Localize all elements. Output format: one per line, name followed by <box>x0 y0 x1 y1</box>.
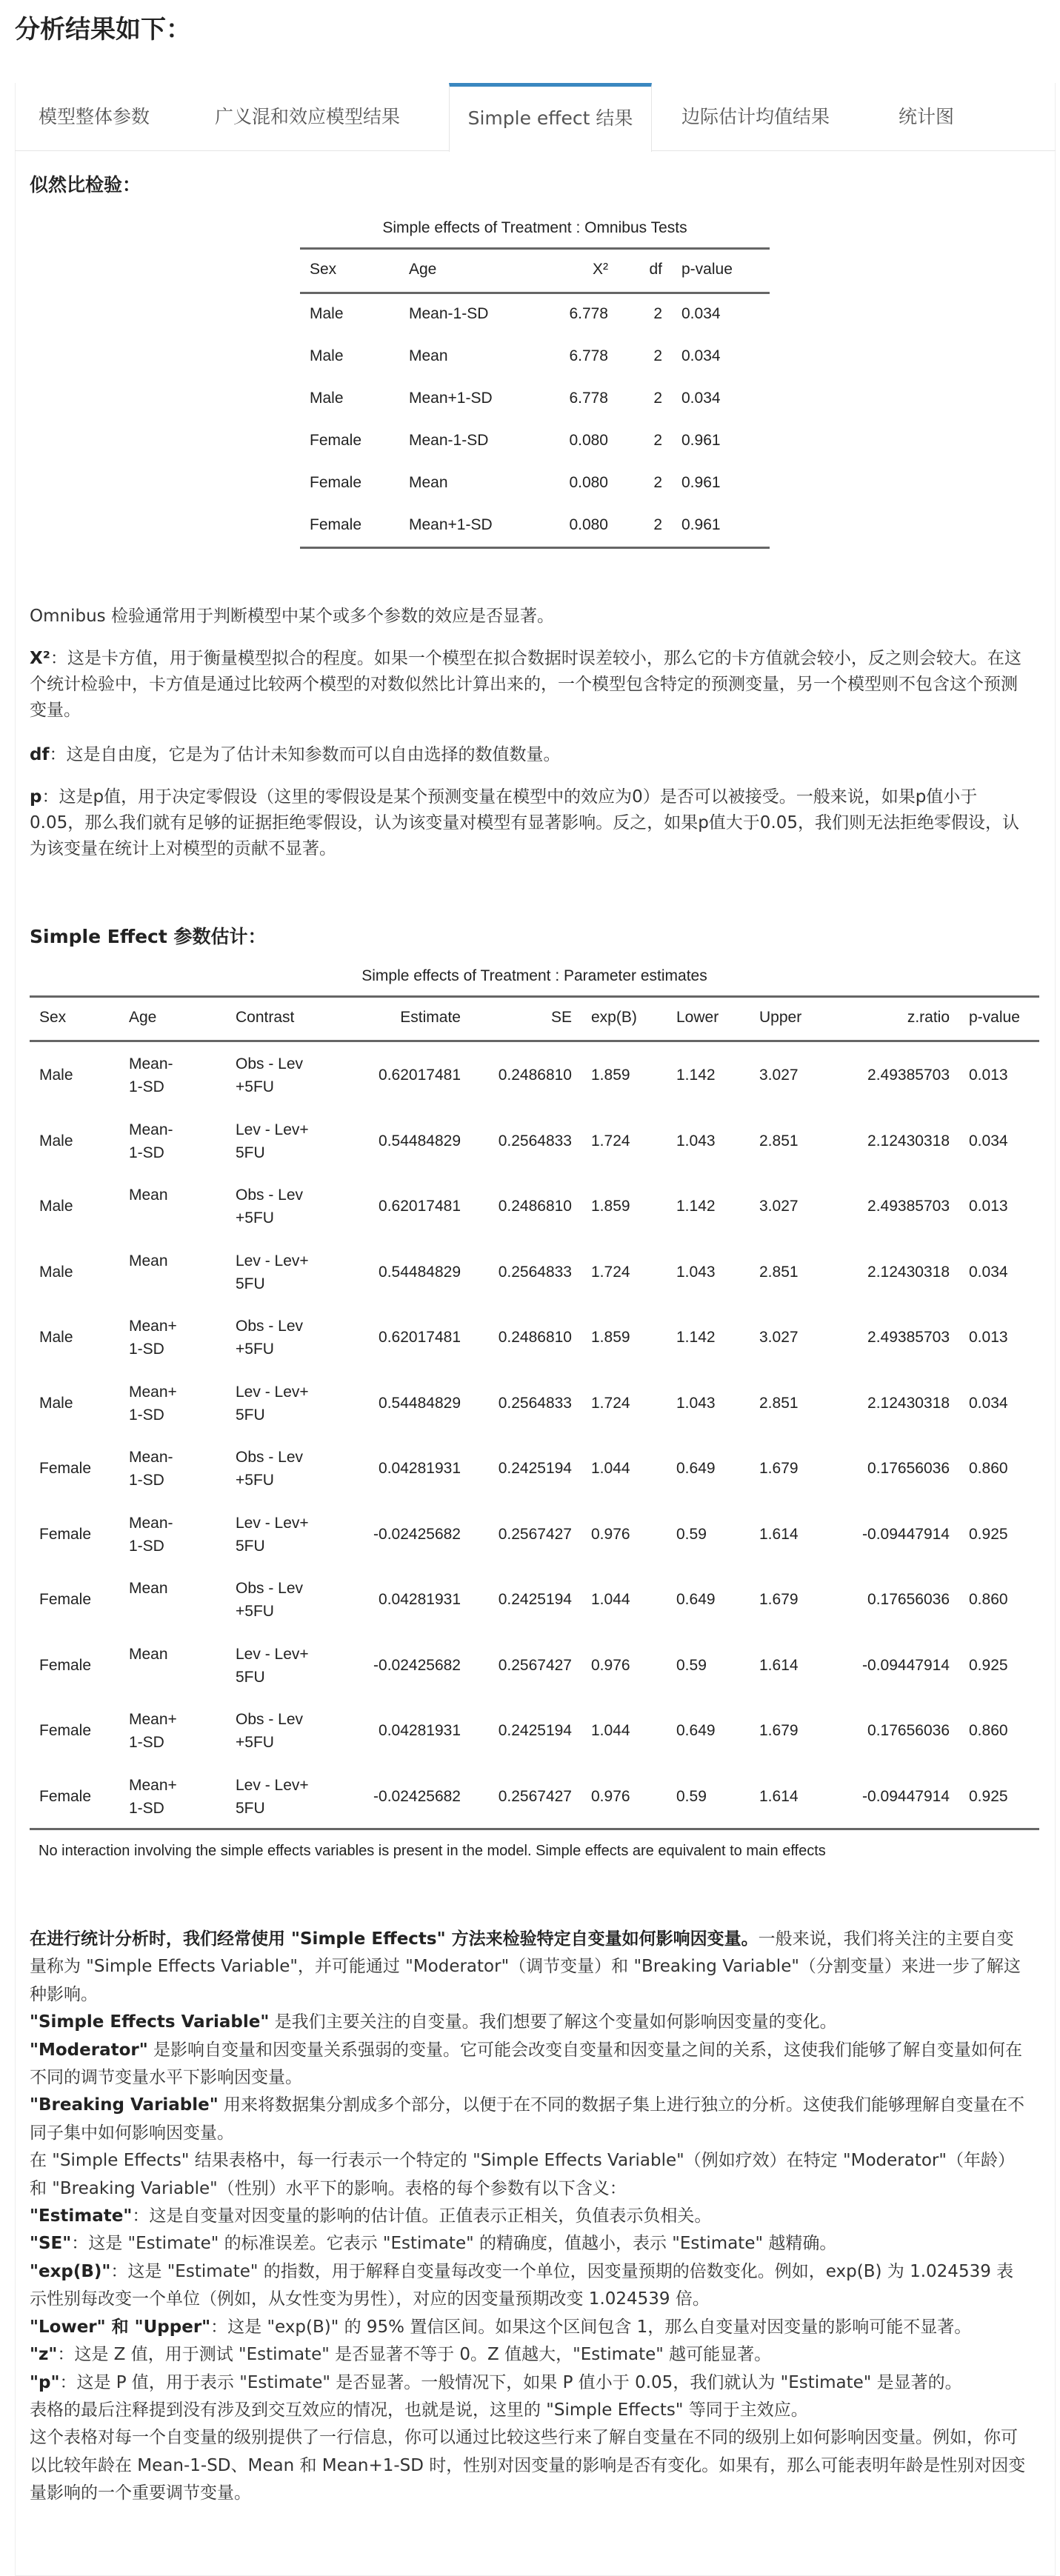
table-cell: Male <box>39 1394 73 1412</box>
explanation-paragraph <box>30 2424 1030 2507</box>
explanation-paragraph <box>30 2009 1030 2036</box>
column-header: df <box>649 261 662 278</box>
table-cell: 1.044 <box>591 1722 630 1739</box>
table-cell: 0.013 <box>969 1329 1008 1346</box>
table-cell: 0.62017481 <box>379 1329 461 1346</box>
table-cell: 2.851 <box>759 1263 799 1281</box>
table-cell: 2 <box>653 347 662 364</box>
table-cell: 0.2486810 <box>498 1329 572 1346</box>
table-cell: 0.034 <box>681 305 721 322</box>
param-table-title: Simple effects of Treatment : Parameter estimates <box>361 967 707 984</box>
table-cell: 0.17656036 <box>867 1591 950 1608</box>
table-cell: 0.961 <box>681 516 721 533</box>
table-cell: 1.859 <box>591 1198 630 1215</box>
table-cell: -0.09447914 <box>862 1787 950 1805</box>
table-cell: 0.976 <box>591 1656 630 1674</box>
df-label: df <box>30 745 50 764</box>
table-cell: -0.09447914 <box>862 1656 950 1674</box>
table-cell: 1.044 <box>591 1460 630 1477</box>
table-cell: 1.142 <box>676 1067 716 1084</box>
term-label: "SE" <box>30 2234 72 2254</box>
table-cell: 0.2486810 <box>498 1067 572 1084</box>
column-header: Lower <box>676 1009 719 1026</box>
table-rule <box>30 995 1039 998</box>
explanation-paragraph <box>30 2258 1030 2314</box>
table-cell: Mean-1-SD <box>129 1514 173 1555</box>
explanation-paragraph <box>30 2314 1030 2341</box>
table-cell: Obs - Lev+5FU <box>236 1449 304 1489</box>
table-cell: 0.649 <box>676 1591 716 1608</box>
table-cell: 6.778 <box>569 390 608 407</box>
table-cell: 1.043 <box>676 1263 716 1281</box>
column-header: Estimate <box>400 1009 461 1026</box>
table-cell: 1.724 <box>591 1132 630 1149</box>
term-text: 一般来说，我们将关注的主要自变量称为 "Simple Effects Variable"，并可能通过 "Moderator"（调节变量）和 "Breaking Variable"（分割变量）来进一步了解这种影响。 <box>30 1929 1021 2004</box>
table-cell: Male <box>310 390 344 407</box>
table-cell: 0.59 <box>676 1787 707 1805</box>
table-cell: 1.614 <box>759 1656 799 1674</box>
table-cell: Mean+1-SD <box>409 390 493 407</box>
table-cell: 1.142 <box>676 1329 716 1346</box>
column-header: Contrast <box>236 1009 295 1026</box>
table-cell: 0.2564833 <box>498 1394 572 1412</box>
term-label: "Estimate" <box>30 2206 133 2226</box>
table-cell: -0.09447914 <box>862 1525 950 1543</box>
table-cell: Male <box>310 305 344 322</box>
table-cell: 0.04281931 <box>379 1460 461 1477</box>
column-header: Sex <box>39 1009 67 1026</box>
table-cell: 1.043 <box>676 1394 716 1412</box>
table-cell: Lev - Lev+5FU <box>236 1383 309 1424</box>
table-cell: 0.54484829 <box>379 1263 461 1281</box>
simple-effects-explanation <box>30 1926 1030 2508</box>
table-cell: Mean <box>129 1187 168 1204</box>
table-cell: Male <box>39 1198 73 1215</box>
table-cell: Mean-1-SD <box>409 432 489 449</box>
tab-simple-effect[interactable]: Simple effect 结果 <box>449 83 652 152</box>
table-cell: Mean-1-SD <box>129 1121 173 1161</box>
table-cell: 0.04281931 <box>379 1591 461 1608</box>
table-cell: Mean-1-SD <box>409 305 489 322</box>
column-header: Upper <box>759 1009 802 1026</box>
table-cell: 0.04281931 <box>379 1722 461 1739</box>
table-cell: 0.2425194 <box>498 1722 572 1739</box>
table-cell: 1.859 <box>591 1329 630 1346</box>
table-cell: 0.925 <box>969 1525 1008 1543</box>
table-cell: 0.649 <box>676 1722 716 1739</box>
table-cell: 2 <box>653 516 662 533</box>
explanation-paragraph <box>30 2230 1030 2258</box>
term-label: "Moderator" <box>30 2040 148 2060</box>
table-cell: 1.614 <box>759 1787 799 1805</box>
x2-label: X² <box>30 649 50 668</box>
table-cell: 6.778 <box>569 305 608 322</box>
table-cell: Female <box>39 1460 92 1477</box>
table-cell: 0.976 <box>591 1787 630 1805</box>
table-cell: 3.027 <box>759 1329 799 1346</box>
column-header: z.ratio <box>907 1009 950 1026</box>
table-cell: 0.034 <box>969 1263 1008 1281</box>
table-cell: 0.2425194 <box>498 1460 572 1477</box>
table-cell: 1.679 <box>759 1591 799 1608</box>
table-cell: 0.080 <box>569 474 608 491</box>
table-cell: 0.034 <box>969 1132 1008 1149</box>
table-cell: Mean+1-SD <box>409 516 493 533</box>
explanation-paragraph <box>30 2147 1030 2203</box>
explanation-paragraph <box>30 2341 1030 2369</box>
tab-charts[interactable]: 统计图 <box>899 106 955 127</box>
column-header: Sex <box>310 261 337 278</box>
p-text: ：这是p值，用于决定零假设（这里的零假设是某个预测变量在模型中的效应为0）是否可以被接受。一般来说，如果p值小于0.05，那么我们就有足够的证据拒绝零假设，认为该变量对模型有显著影响。反之，如果p值大于0.05，我们则无法拒绝零假设，认为该变量在统计上对模型的贡献不显著。 <box>30 787 1020 858</box>
table-cell: 2.12430318 <box>867 1132 950 1149</box>
df-explanation <box>30 742 1030 768</box>
explanation-paragraph <box>30 2203 1030 2230</box>
table-cell: Male <box>39 1263 73 1281</box>
tab-bar <box>15 83 1056 151</box>
table-cell: 0.649 <box>676 1460 716 1477</box>
term-text: ：这是 Z 值，用于测试 "Estimate" 是否显著不等于 0。Z 值越大，"Estimate" 越可能显著。 <box>57 2345 772 2365</box>
term-label: "z" <box>30 2345 58 2365</box>
term-label: "Breaking Variable" <box>30 2095 219 2115</box>
table-cell: Obs - Lev+5FU <box>236 1318 304 1358</box>
table-cell: 1.614 <box>759 1525 799 1543</box>
table-cell: Mean+1-SD <box>129 1776 177 1817</box>
param-heading: Simple Effect 参数估计： <box>30 926 267 947</box>
table-cell: 1.724 <box>591 1263 630 1281</box>
table-cell: 0.925 <box>969 1787 1008 1805</box>
table-cell: 0.976 <box>591 1525 630 1543</box>
table-cell: -0.02425682 <box>373 1787 461 1805</box>
term-text: 是影响自变量和因变量关系强弱的变量。它可能会改变自变量和因变量之间的关系，这使我们能够了解自变量如何在不同的调节变量水平下影响因变量。 <box>30 2040 1023 2088</box>
table-cell: 0.080 <box>569 432 608 449</box>
table-cell: 1.142 <box>676 1198 716 1215</box>
term-text: 在 "Simple Effects" 结果表格中，每一行表示一个特定的 "Simple Effects Variable"（例如疗效）在特定 "Moderator"（年龄）和 "Breaking Variable"（性别）水平下的影响。表格的每个参数有以下含义： <box>30 2151 1015 2198</box>
table-cell: 0.2567427 <box>498 1656 572 1674</box>
column-header: Age <box>409 261 437 278</box>
page-title: 分析结果如下： <box>15 15 191 44</box>
table-cell: 2 <box>653 305 662 322</box>
table-cell: 0.961 <box>681 474 721 491</box>
table-rule <box>30 1828 1039 1830</box>
table-cell: Mean+1-SD <box>129 1711 177 1751</box>
table-cell: 0.2564833 <box>498 1132 572 1149</box>
table-cell: 0.034 <box>969 1394 1008 1412</box>
table-cell: 0.17656036 <box>867 1722 950 1739</box>
column-header: SE <box>550 1009 572 1026</box>
table-cell: Lev - Lev+5FU <box>236 1514 309 1555</box>
term-text: ：这是 "Estimate" 的标准误差。它表示 "Estimate" 的精确度，值越小，表示 "Estimate" 越精确。 <box>71 2234 837 2254</box>
table-cell: 0.860 <box>969 1591 1008 1608</box>
table-cell: Obs - Lev+5FU <box>236 1711 304 1751</box>
table-cell: 0.080 <box>569 516 608 533</box>
table-cell: Male <box>39 1132 73 1149</box>
tab-marginal-means[interactable]: 边际估计均值结果 <box>681 106 830 127</box>
term-text: ：这是自变量对因变量的影响的估计值。正值表示正相关，负值表示负相关。 <box>132 2206 712 2226</box>
lrt-heading: 似然比检验： <box>30 174 141 196</box>
table-cell: 2.851 <box>759 1394 799 1412</box>
table-cell: Mean-1-SD <box>129 1449 173 1489</box>
table-cell: 0.034 <box>681 390 721 407</box>
tab-glmm-results[interactable]: 广义混和效应模型结果 <box>215 106 401 127</box>
table-cell: Lev - Lev+5FU <box>236 1121 309 1161</box>
explanation-paragraph <box>30 2369 1030 2397</box>
table-cell: Lev - Lev+5FU <box>236 1645 309 1686</box>
term-text: 表格的最后注释提到没有涉及到交互效应的情况，也就是说，这里的 "Simple Effects" 等同于主效应。 <box>30 2400 808 2420</box>
table-cell: Mean <box>409 347 448 364</box>
column-header: p-value <box>681 261 733 278</box>
table-cell: 0.013 <box>969 1198 1008 1215</box>
table-cell: 0.2567427 <box>498 1525 572 1543</box>
table-cell: 2 <box>653 432 662 449</box>
x2-explanation <box>30 646 1030 724</box>
table-cell: 1.043 <box>676 1132 716 1149</box>
table-cell: 0.013 <box>969 1067 1008 1084</box>
table-rule <box>300 292 770 294</box>
table-rule <box>300 547 770 549</box>
term-text: ：这是 P 值，用于表示 "Estimate" 是否显著。一般情况下，如果 P 值小于 0.05，我们就认为 "Estimate" 是显著的。 <box>59 2372 962 2392</box>
omnibus-table-title: Simple effects of Treatment : Omnibus Tests <box>382 219 687 236</box>
p-explanation <box>30 784 1030 862</box>
df-text: ：这是自由度，它是为了估计未知参数而可以自由选择的数值数量。 <box>49 745 561 764</box>
table-cell: Lev - Lev+5FU <box>236 1776 309 1817</box>
term-label: "p" <box>30 2372 60 2392</box>
table-cell: 3.027 <box>759 1198 799 1215</box>
column-header: p-value <box>969 1009 1020 1026</box>
table-cell: 2 <box>653 474 662 491</box>
term-text: 用来将数据集分割成多个部分，以便于在不同的数据子集上进行独立的分析。这使我们能够理解自变量在不同子集中如何影响因变量。 <box>30 2095 1025 2143</box>
x2-text: ：这是卡方值，用于衡量模型拟合的程度。如果一个模型在拟合数据时误差较小，那么它的卡方值就会较小，反之则会较大。在这个统计检验中，卡方值是通过比较两个模型的对数似然比计算出来的，一个模型包含特定的预测变量，另一个模型则不包含这个预测变量。 <box>30 649 1021 720</box>
column-header: exp(B) <box>591 1009 637 1026</box>
table-cell: 0.961 <box>681 432 721 449</box>
term-label: "Lower" 和 "Upper" <box>30 2317 211 2337</box>
p-label: p <box>30 787 42 807</box>
term-text: ：这是 "exp(B)" 的 95% 置信区间。如果这个区间包含 1，那么自变量对因变量的影响可能不显著。 <box>210 2317 972 2337</box>
table-cell: Mean+1-SD <box>129 1383 177 1424</box>
table-cell: -0.02425682 <box>373 1656 461 1674</box>
table-cell: 2.12430318 <box>867 1394 950 1412</box>
table-cell: Male <box>310 347 344 364</box>
table-cell: 0.2425194 <box>498 1591 572 1608</box>
table-cell: 1.679 <box>759 1722 799 1739</box>
table-cell: 6.778 <box>569 347 608 364</box>
table-cell: Female <box>39 1525 92 1543</box>
term-text: ：这是 "Estimate" 的指数，用于解释自变量每改变一个单位，因变量预期的倍数变化。例如，exp(B) 为 1.024539 表示性别每改变一个单位（例如，从女性变为男性），对应的因变量预期改变 1.024539 倍。 <box>30 2261 1014 2309</box>
term-label: "exp(B)" <box>30 2261 111 2281</box>
table-cell: 2.851 <box>759 1132 799 1149</box>
term-text: 是我们主要关注的自变量。我们想要了解这个变量如何影响因变量的变化。 <box>269 2012 837 2032</box>
table-cell: 0.925 <box>969 1656 1008 1674</box>
table-cell: Mean <box>129 1645 168 1663</box>
table-cell: Male <box>39 1329 73 1346</box>
table-cell: Obs - Lev+5FU <box>236 1580 304 1620</box>
table-cell: 2 <box>653 390 662 407</box>
table-cell: Mean+1-SD <box>129 1318 177 1358</box>
table-cell: 0.860 <box>969 1460 1008 1477</box>
table-cell: Mean <box>409 474 448 491</box>
table-rule <box>30 1040 1039 1042</box>
explanation-paragraph <box>30 2092 1030 2147</box>
table-cell: 2.49385703 <box>867 1329 950 1346</box>
table-cell: Obs - Lev+5FU <box>236 1055 304 1095</box>
table-cell: 1.724 <box>591 1394 630 1412</box>
table-cell: 0.2567427 <box>498 1787 572 1805</box>
omnibus-intro: Omnibus 检验通常用于判断模型中某个或多个参数的效应是否显著。 <box>30 607 554 626</box>
table-cell: Female <box>39 1591 92 1608</box>
table-cell: 0.034 <box>681 347 721 364</box>
explanation-paragraph <box>30 1926 1030 2009</box>
table-cell: 1.679 <box>759 1460 799 1477</box>
table-cell: 0.54484829 <box>379 1394 461 1412</box>
table-cell: Mean <box>129 1580 168 1597</box>
table-cell: 2.49385703 <box>867 1198 950 1215</box>
term-label: 在进行统计分析时，我们经常使用 "Simple Effects" 方法来检验特定自变量如何影响因变量。 <box>30 1929 759 1949</box>
table-cell: Female <box>310 474 362 491</box>
table-cell: 0.62017481 <box>379 1067 461 1084</box>
param-footnote: No interaction involving the simple effects variables is present in the model. Simple effects are equivalent to main effects <box>39 1843 826 1859</box>
table-cell: Obs - Lev+5FU <box>236 1187 304 1227</box>
table-cell: Female <box>39 1722 92 1739</box>
table-cell: Female <box>310 516 362 533</box>
table-cell: Mean <box>129 1252 168 1269</box>
explanation-paragraph <box>30 2037 1030 2092</box>
table-cell: 3.027 <box>759 1067 799 1084</box>
table-cell: Lev - Lev+5FU <box>236 1252 309 1292</box>
table-cell: Female <box>39 1656 92 1674</box>
table-cell: 0.62017481 <box>379 1198 461 1215</box>
column-header: X² <box>593 261 608 278</box>
term-text: 这个表格对每一个自变量的级别提供了一行信息，你可以通过比较这些行来了解自变量在不同的级别上如何影响因变量。例如，你可以比较年龄在 Mean-1-SD、Mean 和 Mean+1-SD 时，性别对因变量的影响是否有变化。如果有，那么可能表明年龄是性别对因变量影响的一个重要调节变量。 <box>30 2428 1026 2503</box>
table-cell: 0.860 <box>969 1722 1008 1739</box>
table-cell: -0.02425682 <box>373 1525 461 1543</box>
table-cell: 0.2486810 <box>498 1198 572 1215</box>
table-cell: Mean-1-SD <box>129 1055 173 1095</box>
table-cell: Female <box>310 432 362 449</box>
term-label: "Simple Effects Variable" <box>30 2012 270 2032</box>
table-cell: 2.12430318 <box>867 1263 950 1281</box>
table-cell: 0.59 <box>676 1525 707 1543</box>
table-cell: 0.54484829 <box>379 1132 461 1149</box>
table-cell: 1.859 <box>591 1067 630 1084</box>
table-cell: 1.044 <box>591 1591 630 1608</box>
table-cell: Female <box>39 1787 92 1805</box>
table-cell: 0.2564833 <box>498 1263 572 1281</box>
explanation-paragraph <box>30 2397 1030 2424</box>
table-rule <box>300 247 770 250</box>
tab-model-overall[interactable]: 模型整体参数 <box>39 106 150 127</box>
table-cell: Male <box>39 1067 73 1084</box>
table-cell: 0.59 <box>676 1656 707 1674</box>
column-header: Age <box>129 1009 157 1026</box>
table-cell: 2.49385703 <box>867 1067 950 1084</box>
table-cell: 0.17656036 <box>867 1460 950 1477</box>
